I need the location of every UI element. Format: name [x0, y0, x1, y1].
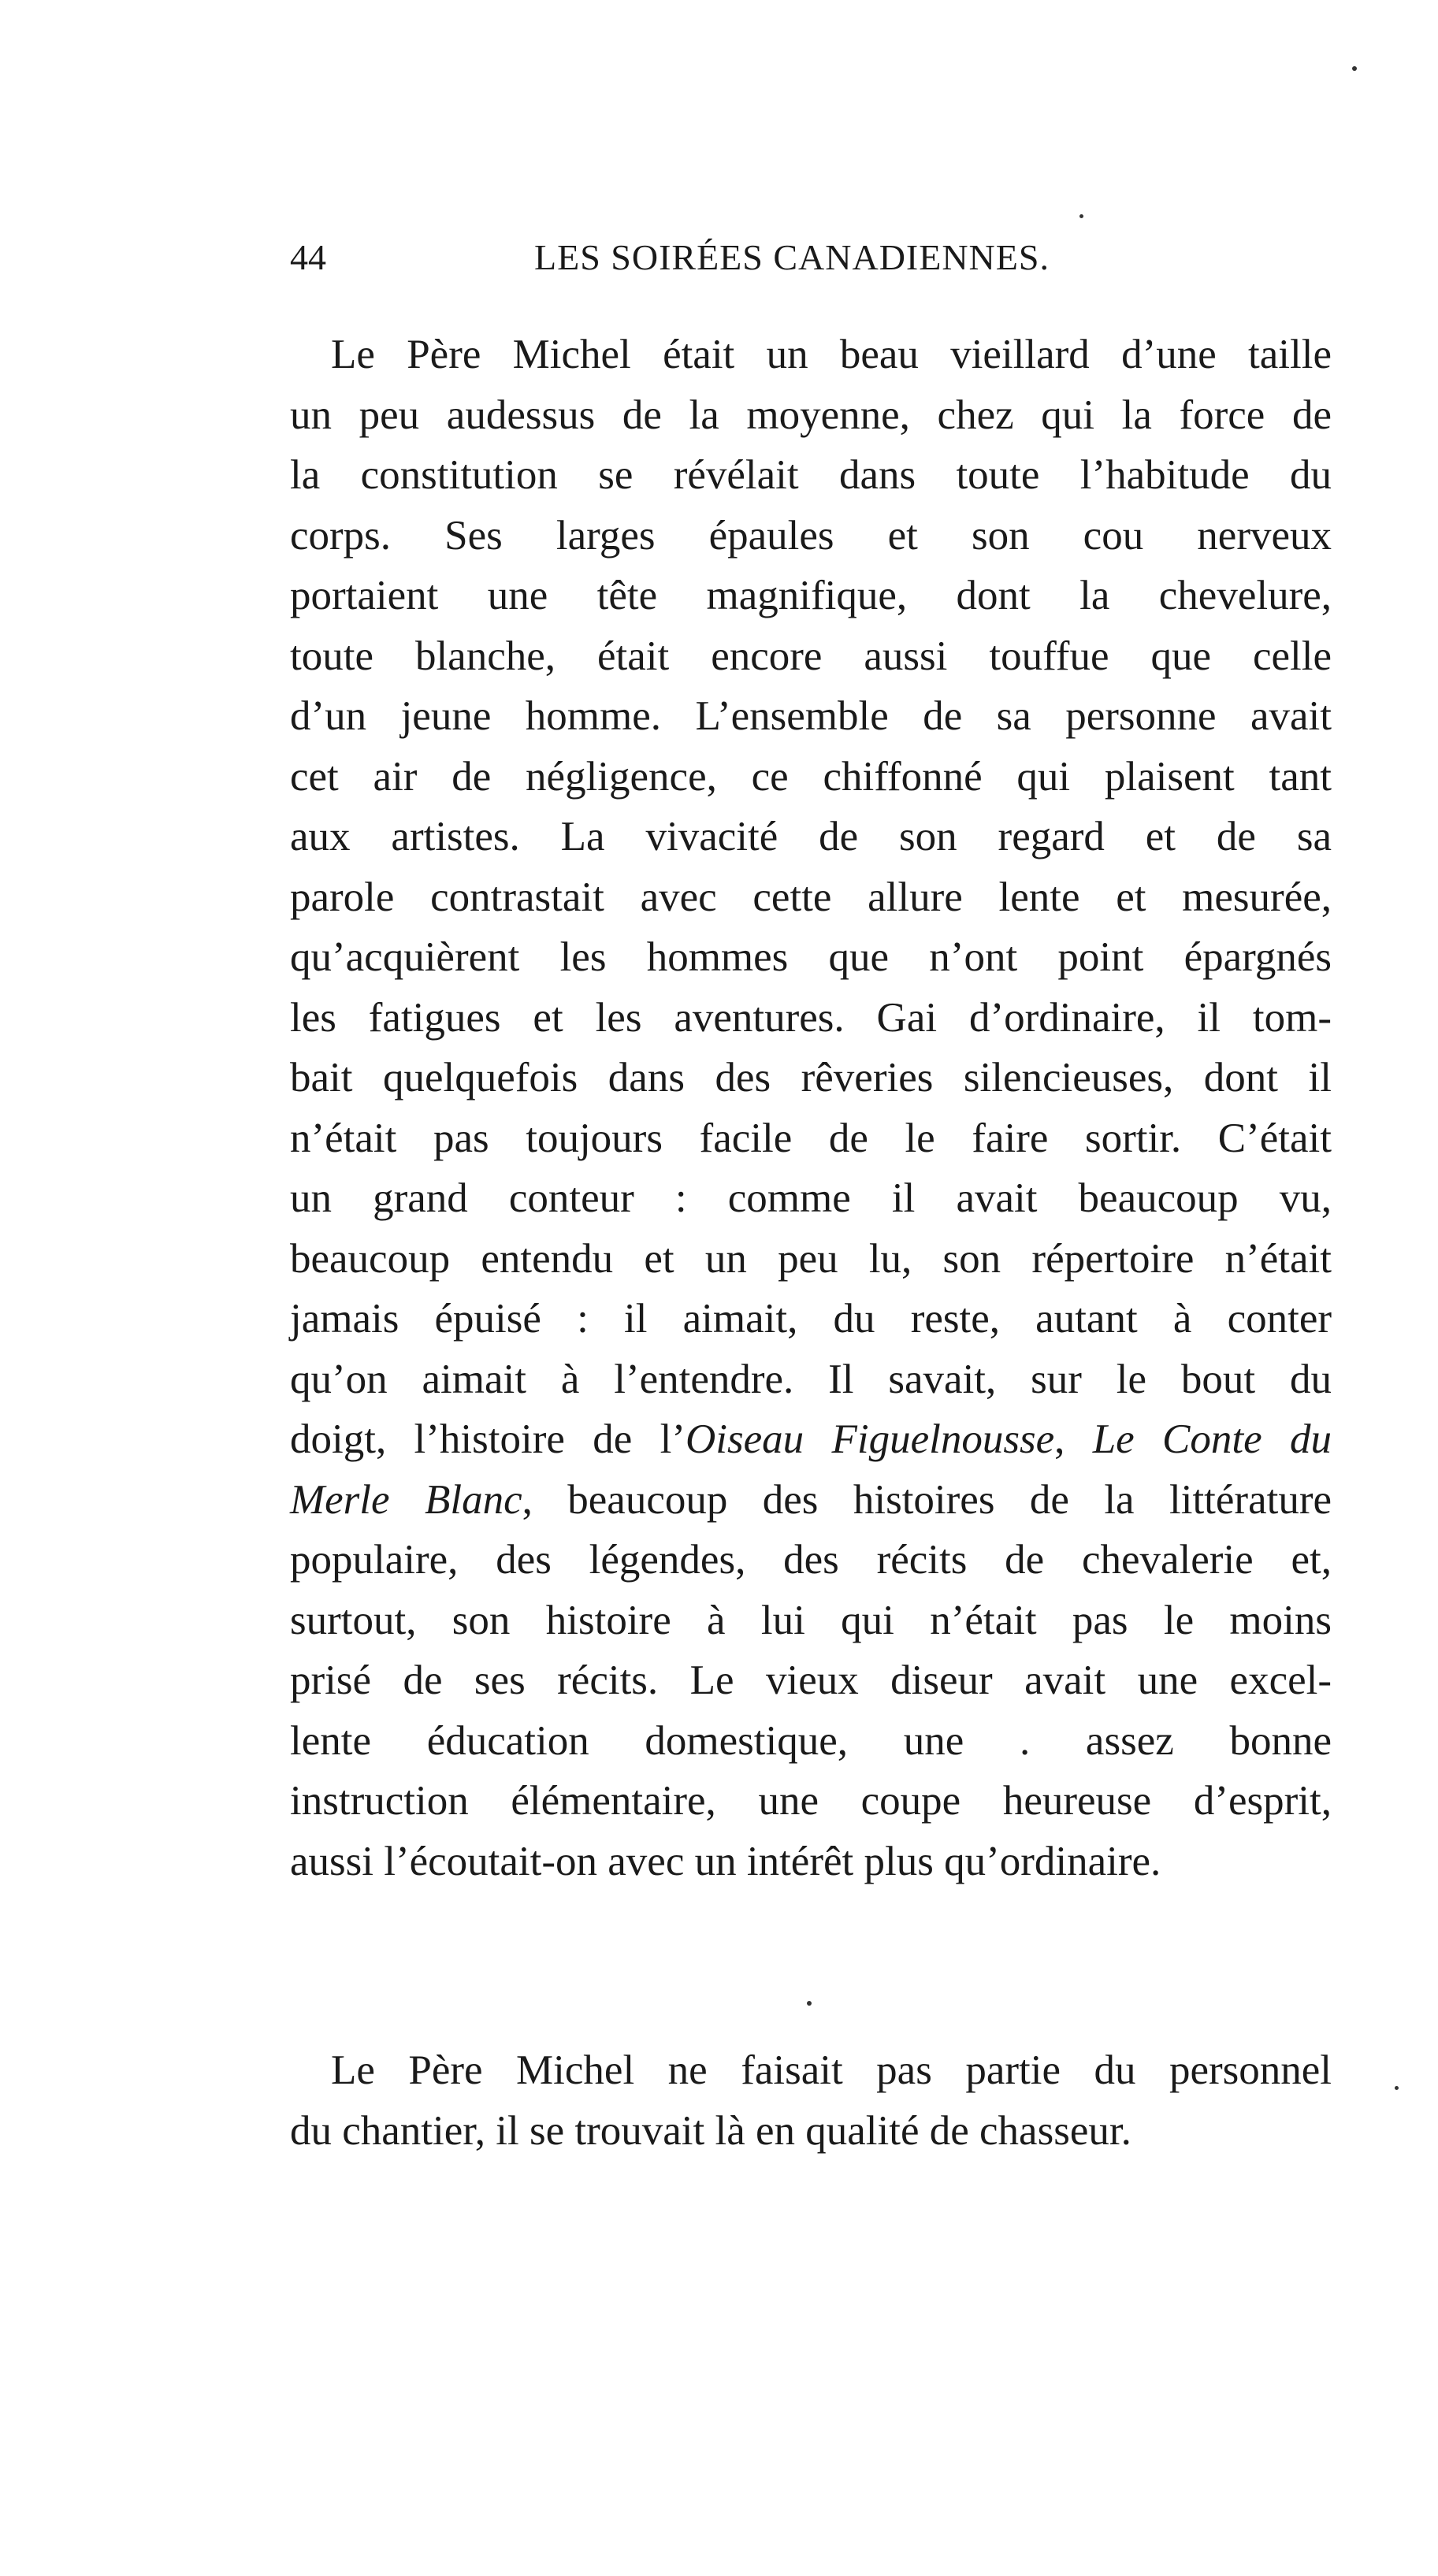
- text-line: un grand conteur : comme il avait beaucoup vu,: [290, 1175, 1332, 1221]
- text-line: la constitution se révélait dans toute l’habitude du: [290, 452, 1332, 498]
- running-title: LES SOIRÉES CANADIENNES.: [534, 237, 1050, 277]
- scan-speck: [1395, 2086, 1399, 2090]
- scan-speck: [1079, 214, 1083, 218]
- text-line: d’un jeune homme. L’ensemble de sa personne avait: [290, 693, 1332, 739]
- text-line: prisé de ses récits. Le vieux diseur avait une excel-: [290, 1657, 1332, 1703]
- text-line: surtout, son histoire à lui qui n’était pas le moins: [290, 1597, 1332, 1643]
- text-line: portaient une tête magnifique, dont la chevelure,: [290, 573, 1332, 618]
- text-line: beaucoup entendu et un peu lu, son répertoire n’était: [290, 1235, 1332, 1282]
- page-number: 44: [290, 237, 326, 277]
- paragraph-2: [290, 2040, 1332, 2161]
- text-line: jamais épuisé : il aimait, du reste, autant à conter: [290, 1296, 1332, 1342]
- text-line: aussi l’écoutait-on avec un intérêt plus qu’ordinaire.: [290, 1838, 1161, 1884]
- text-line: bait quelquefois dans des rêveries silencieuses, dont il: [290, 1055, 1332, 1101]
- text-line: Le Père Michel ne faisait pas partie du personnel: [331, 2047, 1332, 2093]
- text-line: corps. Ses larges épaules et son cou nerveux: [290, 512, 1332, 559]
- text-line: qu’acquièrent les hommes que n’ont point épargnés: [290, 934, 1332, 980]
- text-line: n’était pas toujours facile de le faire sortir. C’était: [290, 1115, 1332, 1161]
- text-line: Merle Blanc, beaucoup des histoires de la littérature: [290, 1476, 1332, 1523]
- text-line: du chantier, il se trouvait là en qualité de chasseur.: [290, 2107, 1131, 2154]
- running-head: [290, 230, 1094, 285]
- text-line: cet air de négligence, ce chiffonné qui plaisent tant: [290, 753, 1332, 800]
- text-line: qu’on aimait à l’entendre. Il savait, sur le bout du: [290, 1356, 1332, 1402]
- text-line: aux artistes. La vivacité de son regard et de sa: [290, 814, 1332, 859]
- text-line: parole contrastait avec cette allure lente et mesurée,: [290, 874, 1332, 920]
- text-line: populaire, des légendes, des récits de chevalerie et,: [290, 1537, 1332, 1583]
- text-line: toute blanche, était encore aussi touffue que celle: [290, 633, 1332, 679]
- text-line: doigt, l’histoire de l’Oiseau Figuelnousse, Le Conte du: [290, 1416, 1332, 1462]
- text-line: un peu audessus de la moyenne, chez qui la force de: [290, 392, 1332, 438]
- scan-speck: [1352, 66, 1357, 71]
- text-line: les fatigues et les aventures. Gai d’ordinaire, il tom-: [290, 994, 1332, 1041]
- paragraph-1: [290, 325, 1332, 1891]
- scan-speck: [807, 2001, 812, 2006]
- text-line: Le Père Michel était un beau vieillard d’une taille: [331, 332, 1332, 377]
- text-line: lente éducation domestique, une . assez bonne: [290, 1717, 1332, 1764]
- text-line: instruction élémentaire, une coupe heureuse d’esprit,: [290, 1778, 1332, 1824]
